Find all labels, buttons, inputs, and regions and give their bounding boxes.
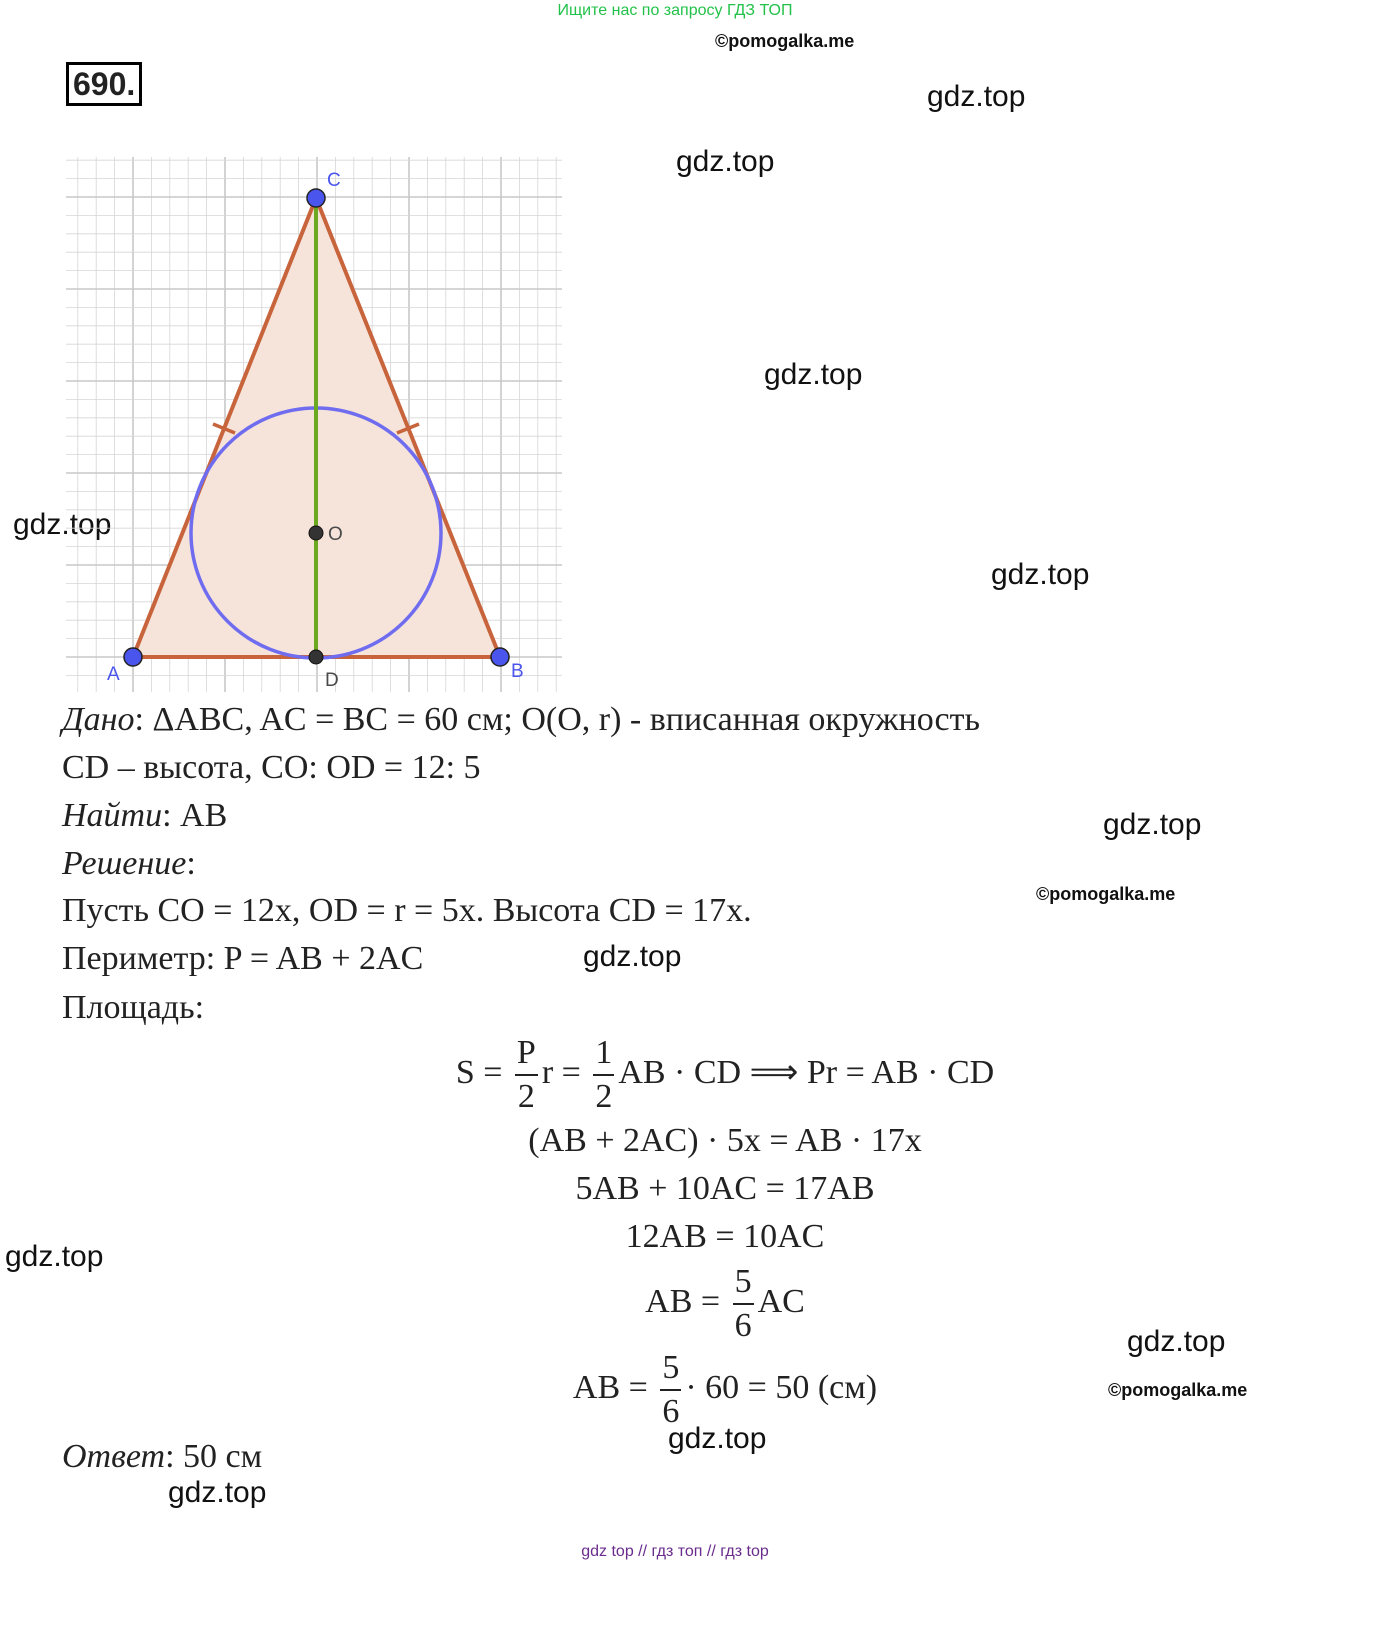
point-b: [491, 648, 509, 666]
equation-3: 5AB + 10AC = 17AB: [575, 1170, 875, 1207]
watermark: gdz.top: [927, 80, 1026, 113]
watermark: gdz.top: [13, 508, 112, 541]
formula-mid: r =: [541, 1053, 581, 1091]
given-line-2: CD – высота, CO: OD = 12: 5: [62, 749, 481, 786]
watermark: gdz.top: [676, 145, 775, 178]
area-label: Площадь:: [62, 989, 205, 1026]
given-line-1: Дано: ΔABC, AC = BC = 60 см; O(O, r) - вписанная окружность: [62, 701, 981, 738]
label-d: D: [325, 670, 339, 691]
fraction-p-over-2: $\frac{P}{2}$: [516, 1034, 536, 1115]
label-o: O: [328, 524, 343, 545]
eq6-rhs: · 60 = 50 (см): [685, 1368, 878, 1406]
answer-value: : 50 см: [165, 1438, 263, 1475]
fraction-5-over-6: $\frac{5}{6}$: [662, 1349, 680, 1430]
answer-line: [62, 1438, 262, 1476]
footer-separator: //: [638, 1543, 648, 1560]
eq5-lhs: AB =: [645, 1282, 721, 1320]
point-c: [307, 189, 325, 207]
fraction-1-over-2: $\frac{1}{2}$: [595, 1034, 613, 1115]
equation-6: [0, 1351, 1400, 1429]
watermark: gdz.top: [1103, 808, 1202, 841]
footer-link-gdz-top[interactable]: gdz top: [581, 1543, 634, 1560]
solution-label: Решение: [62, 845, 187, 882]
watermark: gdz.top: [991, 558, 1090, 591]
problem-number: 690.: [66, 62, 142, 106]
given-label: Дано: [62, 701, 135, 738]
copyright-text: ©pomogalka.me: [715, 31, 855, 51]
eq6-lhs: AB =: [572, 1368, 648, 1406]
fraction-5-over-6: $\frac{5}{6}$: [734, 1263, 752, 1344]
equation-2: (AB + 2AC) · 5x = AB · 17x: [528, 1122, 922, 1159]
eq5-rhs: AC: [757, 1282, 805, 1320]
watermark: gdz.top: [764, 358, 863, 391]
watermark: gdz.top: [668, 1422, 767, 1455]
footer-links: [0, 1543, 1350, 1561]
watermark: gdz.top: [583, 940, 682, 973]
footer-separator: //: [706, 1543, 716, 1560]
watermark: gdz.top: [168, 1476, 267, 1509]
equation-5: [0, 1265, 1400, 1343]
formula-rhs: AB · CD ⟹ Pr = AB · CD: [618, 1053, 995, 1091]
watermark-pomogalka: ©pomogalka.me: [1036, 884, 1176, 904]
point-d: [309, 650, 323, 664]
perimeter-line: Периметр: P = AB + 2AC: [62, 940, 424, 977]
point-o: [309, 526, 323, 540]
find-value: : AB: [162, 797, 228, 834]
watermark: gdz.top: [5, 1240, 104, 1273]
footer-link-gdz-top-mixed[interactable]: гдз top: [720, 1543, 769, 1560]
label-b: B: [511, 661, 524, 682]
search-hint: Ищите нас по запросу ГДЗ ТОП: [557, 2, 793, 19]
point-a: [124, 648, 142, 666]
answer-label: Ответ: [62, 1438, 166, 1475]
find-line: [62, 797, 227, 835]
watermark-pomogalka: ©pomogalka.me: [1108, 1380, 1248, 1400]
formula-lhs: S =: [455, 1053, 503, 1091]
footer-link-gdz-top-ru[interactable]: гдз топ: [651, 1543, 703, 1560]
geometry-figure: [0, 0, 600, 700]
area-formula: [0, 1036, 1400, 1114]
label-c: C: [327, 170, 341, 191]
watermark: gdz.top: [1127, 1325, 1226, 1358]
let-line: Пусть CO = 12x, OD = r = 5x. Высота CD = 17x.: [62, 892, 752, 929]
label-a: A: [107, 664, 120, 685]
equation-4: 12AB = 10AC: [625, 1218, 825, 1255]
given-text: ΔABC, AC = BC = 60 см; O(O, r) - вписанная окружность: [152, 701, 981, 738]
find-label: Найти: [62, 797, 163, 834]
solution-heading: Решение:: [62, 845, 196, 882]
